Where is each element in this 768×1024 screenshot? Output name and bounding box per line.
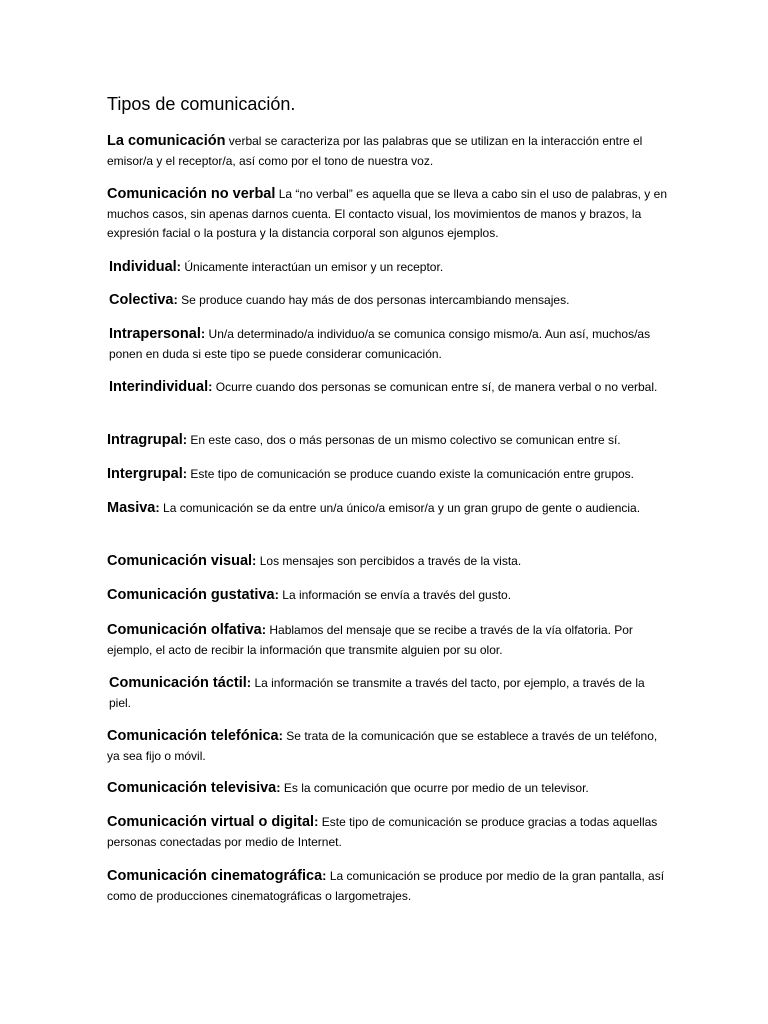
term-description: Este tipo de comunicación se produce cuando existe la comunicación entre grupos. bbox=[187, 467, 635, 481]
term-heading: La comunicación bbox=[107, 133, 226, 149]
paragraph-masiva bbox=[107, 498, 667, 519]
term-separator: : bbox=[276, 780, 281, 795]
term-heading: Comunicación táctil bbox=[109, 675, 247, 691]
term-heading: Comunicación televisiva bbox=[107, 780, 277, 796]
term-description: Es la comunicación que ocurre por medio de un televisor. bbox=[280, 781, 589, 795]
term-heading: Intragrupal bbox=[107, 432, 183, 448]
term-heading: Masiva bbox=[107, 500, 156, 516]
paragraph-interindividual bbox=[107, 377, 669, 398]
term-heading: Individual bbox=[109, 259, 177, 275]
term-description: La comunicación se produce por medio de la gran pantalla, así como de producciones cinematográficas o largometrajes. bbox=[107, 869, 665, 903]
term-description: Se produce cuando hay más de dos personas intercambiando mensajes. bbox=[177, 293, 570, 307]
term-description: Un/a determinado/a individuo/a se comunica consigo mismo/a. Aun así, muchos/as ponen en duda si este tipo se puede considerar comunicación. bbox=[109, 327, 651, 361]
term-separator: : bbox=[261, 622, 267, 637]
term-heading: Intergrupal bbox=[107, 466, 183, 482]
term-separator: : bbox=[173, 292, 178, 307]
term-description: La comunicación se da entre un/a único/a emisor/a y un gran grupo de gente o audiencia. bbox=[159, 501, 641, 515]
paragraph-comunicacion-virtual-digital bbox=[107, 812, 667, 852]
term-separator: : bbox=[322, 868, 327, 883]
term-heading: Comunicación virtual o digital bbox=[107, 814, 315, 830]
term-heading: Comunicación olfativa bbox=[107, 622, 262, 638]
paragraph-intragrupal bbox=[107, 430, 667, 451]
term-separator: : bbox=[246, 675, 252, 690]
term-separator: : bbox=[314, 814, 319, 829]
term-heading: Comunicación visual bbox=[107, 553, 253, 569]
term-description: Los mensajes son percibidos a través de la vista. bbox=[256, 554, 522, 568]
term-separator: : bbox=[182, 432, 188, 447]
term-heading: Comunicación no verbal bbox=[107, 186, 276, 202]
term-heading: Interindividual bbox=[109, 379, 209, 395]
paragraph-comunicacion-gustativa bbox=[107, 585, 667, 606]
paragraph-comunicacion-cinematografica bbox=[107, 866, 667, 906]
term-description: Únicamente interactúan un emisor y un receptor. bbox=[181, 260, 444, 274]
paragraph-comunicacion-televisiva bbox=[107, 778, 667, 799]
term-heading: Colectiva bbox=[109, 292, 174, 308]
term-description: En este caso, dos o más personas de un mismo colectivo se comunican entre sí. bbox=[187, 433, 621, 447]
term-description: La información se transmite a través del tacto, por ejemplo, a través de la piel. bbox=[109, 676, 645, 710]
paragraph-comunicacion-no-verbal bbox=[107, 184, 667, 244]
term-separator: : bbox=[252, 553, 257, 568]
paragraph-comunicacion-visual bbox=[107, 551, 667, 572]
term-heading: Comunicación cinematográfica bbox=[107, 868, 323, 884]
term-separator: : bbox=[200, 326, 206, 341]
paragraph-individual bbox=[107, 257, 669, 278]
term-separator: : bbox=[274, 587, 279, 602]
term-description: Hablamos del mensaje que se recibe a través de la vía olfatoria. Por ejemplo, el acto de recibir la información que transmite alguien por su olor. bbox=[107, 623, 633, 657]
term-separator: : bbox=[182, 466, 188, 481]
paragraph-intergrupal bbox=[107, 464, 667, 485]
term-description: Ocurre cuando dos personas se comunican entre sí, de manera verbal o no verbal. bbox=[212, 380, 658, 394]
document-title: Tipos de comunicación. bbox=[107, 94, 296, 114]
term-heading: Comunicación telefónica bbox=[107, 728, 279, 744]
paragraph-colectiva bbox=[107, 290, 669, 311]
term-description: verbal se caracteriza por las palabras que se utilizan en la interacción entre el emisor/a y el receptor/a, así como por el tono de nuestra voz. bbox=[107, 134, 643, 168]
paragraph-comunicacion-telefonica bbox=[107, 726, 667, 766]
term-separator: : bbox=[176, 259, 182, 274]
term-heading: Comunicación gustativa bbox=[107, 587, 275, 603]
term-description: Se trata de la comunicación que se establece a través de un teléfono, ya sea fijo o móvil. bbox=[107, 729, 658, 763]
term-separator: : bbox=[155, 500, 160, 515]
paragraph-comunicacion-tactil bbox=[107, 673, 669, 713]
term-heading: Intrapersonal bbox=[109, 326, 201, 342]
term-description: La “no verbal” es aquella que se lleva a cabo sin el uso de palabras, y en muchos casos, sin apenas darnos cuenta. El contacto visual, los movimientos de manos y brazos, la expresión facial o la postura y la distancia corporal son algunos ejemplos. bbox=[107, 187, 667, 240]
term-description: Este tipo de comunicación se produce gracias a todas aquellas personas conectadas por medio de Internet. bbox=[107, 815, 658, 849]
term-separator: : bbox=[208, 379, 213, 394]
paragraph-comunicacion-olfativa bbox=[107, 620, 667, 660]
paragraph-intrapersonal bbox=[107, 324, 669, 364]
paragraph-comunicacion-verbal bbox=[107, 131, 667, 171]
term-separator: : bbox=[278, 728, 283, 743]
term-description: La información se envía a través del gusto. bbox=[278, 588, 512, 602]
